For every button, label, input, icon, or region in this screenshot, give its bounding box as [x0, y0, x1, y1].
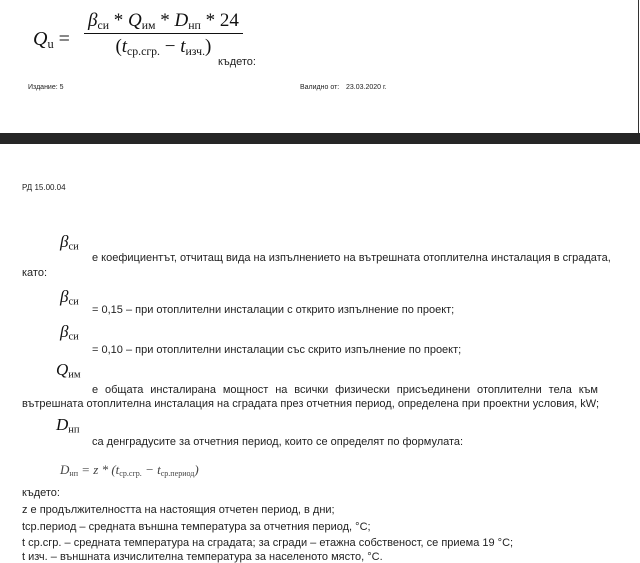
formula-numerator: $\beta_{си} * Q_{им} * D_{нп} * 24$ — [84, 10, 243, 34]
list-item: t ср.сгр. – средната температура на сградата; за сгради – етажна собственост, се приема 19 °С; — [22, 537, 514, 549]
valid-from-label: Валидно от: — [300, 84, 340, 91]
symbol-d: $D_{нп}$ — [56, 415, 80, 436]
where-label: където: — [22, 487, 60, 499]
symbol-beta: $\beta_{си}$ — [60, 287, 79, 308]
definition-text: са денградусите за отчетния период, които се определят по формулата: — [92, 436, 464, 448]
document-code: РД 15.00.04 — [22, 183, 66, 192]
definition-text: е общата инсталирана мощност на всички физически присъединени отоплителни тела към — [92, 384, 598, 396]
where-label: където: — [218, 56, 256, 68]
edition: Издание: 5 — [28, 84, 64, 91]
definition-text-cont: вътрешната отоплителна инсталация на сградата през отчетния период, определена при проектни условия, kW; — [22, 398, 600, 410]
page-border — [638, 0, 639, 133]
symbol-beta: $\beta_{си}$ — [60, 322, 79, 343]
degree-days-formula: $D_{нп} = z * (t_{ср.сгр.} - t_{ср.период})$ — [60, 462, 199, 478]
formula-denominator: $(t_{ср.сгр.} - t_{изч.})$ — [115, 35, 212, 58]
symbol-q: $Q_{им}$ — [56, 360, 81, 381]
main-formula-fraction — [84, 10, 243, 59]
definition-text: = 0,15 – при отоплителни инсталации с открито изпълнение по проект; — [92, 304, 455, 316]
valid-from-date: 23.03.2020 г. — [346, 84, 387, 91]
formula-lhs: $Q_u$ = — [33, 28, 70, 52]
definition-text: = 0,10 – при отоплителни инсталации със скрито изпълнение по проект; — [92, 344, 462, 356]
page-separator — [0, 133, 640, 144]
definition-text: е коефициентът, отчитащ вида на изпълнението на вътрешната отоплителна инсталация в сградата, — [92, 252, 611, 264]
symbol-beta: $\beta_{си}$ — [60, 232, 79, 253]
definition-text-cont: като: — [22, 267, 48, 279]
list-item: tср.период – средната външна температура за отчетния период, °С; — [22, 521, 371, 533]
list-item: t изч. – външната изчислителна температура за населеното място, °С. — [22, 551, 383, 563]
list-item: z е продължителността на настоящия отчетен период, в дни; — [22, 504, 335, 516]
